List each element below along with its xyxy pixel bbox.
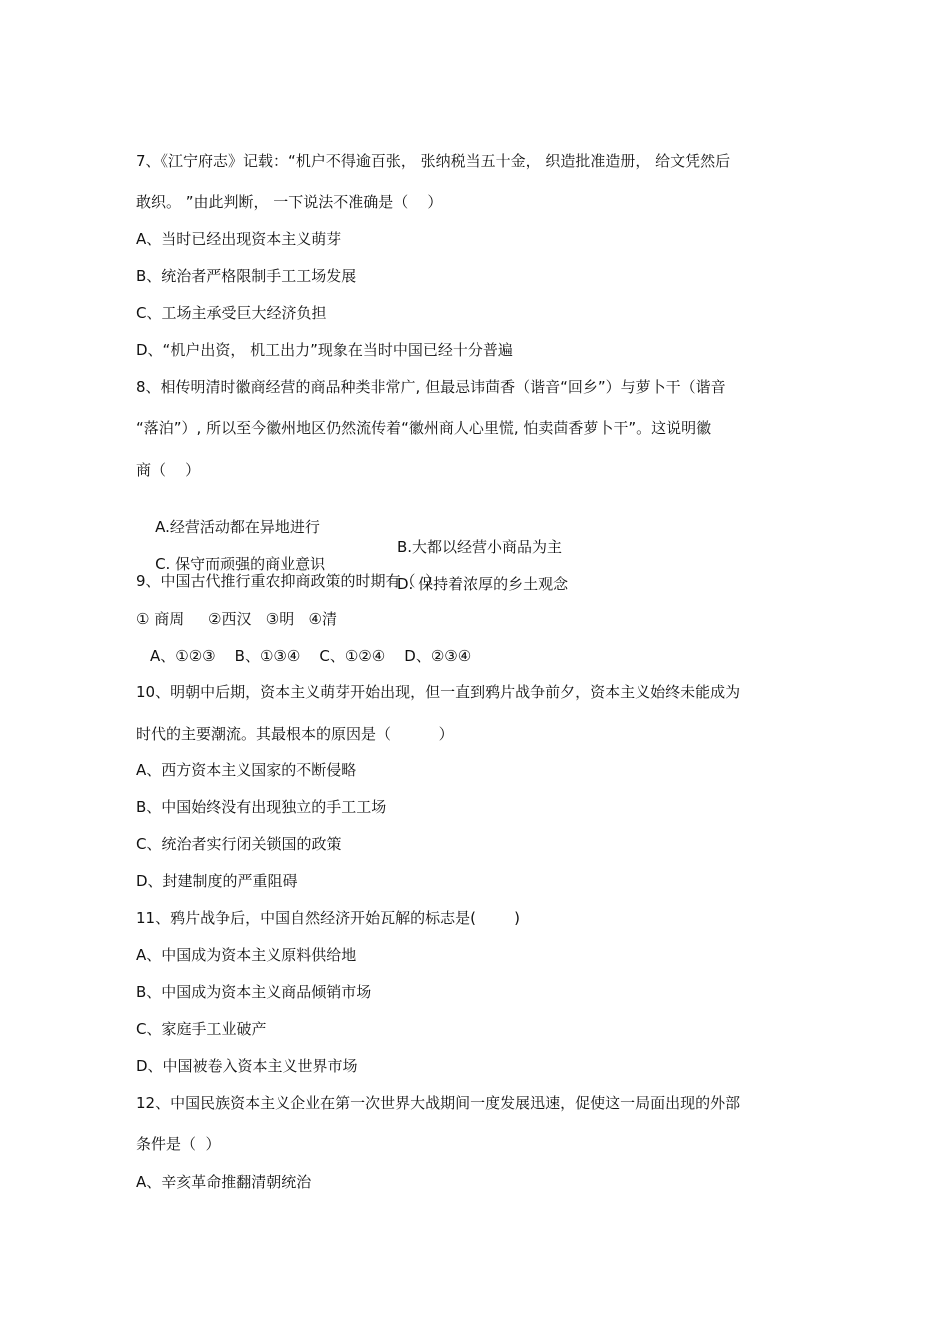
q8-stem-line2: “落泊”）, 所以至今徽州地区仍然流传着“徽州商人心里慌, 怕卖茴香萝卜干”。这说明徽 xyxy=(136,419,712,437)
q7-option-d: D、“机户出资， 机工出力”现象在当时中国已经十分普遍 xyxy=(136,341,513,359)
q9-options: A、①②③ B、①③④ C、①②④ D、②③④ xyxy=(150,647,472,665)
q9-stem: 9、中国古代推行重农抑商政策的时期有（ ） xyxy=(136,572,441,590)
q10-option-d: D、封建制度的严重阻碍 xyxy=(136,872,298,890)
q11-option-c: C、家庭手工业破产 xyxy=(136,1020,267,1038)
q11-stem: 11、鸦片战争后，中国自然经济开始瓦解的标志是( ) xyxy=(136,909,520,927)
q11-option-a: A、中国成为资本主义原料供给地 xyxy=(136,946,357,964)
q10-stem-line1: 10、明朝中后期，资本主义萌芽开始出现，但一直到鸦片战争前夕，资本主义始终未能成为 xyxy=(136,683,741,701)
q7-option-b: B、统治者严格限制手工工场发展 xyxy=(136,267,357,285)
q8-option-a: A.经营活动都在异地进行 xyxy=(155,518,320,536)
q12-option-a: A、辛亥革命推翻清朝统治 xyxy=(136,1173,312,1191)
q8-option-b: B.大都以经营小商品为主 xyxy=(397,538,563,556)
q12-stem-line2: 条件是（ ） xyxy=(136,1135,221,1153)
q7-option-a: A、当时已经出现资本主义萌芽 xyxy=(136,230,342,248)
q10-option-c: C、统治者实行闭关锁国的政策 xyxy=(136,835,342,853)
q10-stem-line2: 时代的主要潮流。其最根本的原因是（ ） xyxy=(136,725,454,743)
q8-option-d: D. 保持着浓厚的乡土观念 xyxy=(397,575,569,593)
q9-items: ① 商周 ②西汉 ③明 ④清 xyxy=(136,610,338,628)
q11-option-d: D、中国被卷入资本主义世界市场 xyxy=(136,1057,358,1075)
q7-option-c: C、工场主承受巨大经济负担 xyxy=(136,304,327,322)
q10-option-a: A、西方资本主义国家的不断侵略 xyxy=(136,761,357,779)
q8-stem-line1: 8、相传明清时徽商经营的商品种类非常广, 但最忌讳茴香（谐音“回乡”）与萝卜干（谐音 xyxy=(136,378,726,396)
q10-option-b: B、中国始终没有出现独立的手工工场 xyxy=(136,798,387,816)
q12-stem-line1: 12、中国民族资本主义企业在第一次世界大战期间一度发展迅速，促使这一局面出现的外部 xyxy=(136,1094,741,1112)
q7-stem-line2: 敢织。 ”由此判断， 一下说法不准确是（ ） xyxy=(136,193,443,211)
q8-stem-line3: 商（ ） xyxy=(136,461,201,479)
q7-stem-line1: 7、《江宁府志》记载：“机户不得逾百张， 张纳税当五十金， 织造批准造册， 给文凭然后 xyxy=(136,152,731,170)
q11-option-b: B、中国成为资本主义商品倾销市场 xyxy=(136,983,372,1001)
q8-option-c: C. 保守而顽强的商业意识 xyxy=(155,555,326,573)
